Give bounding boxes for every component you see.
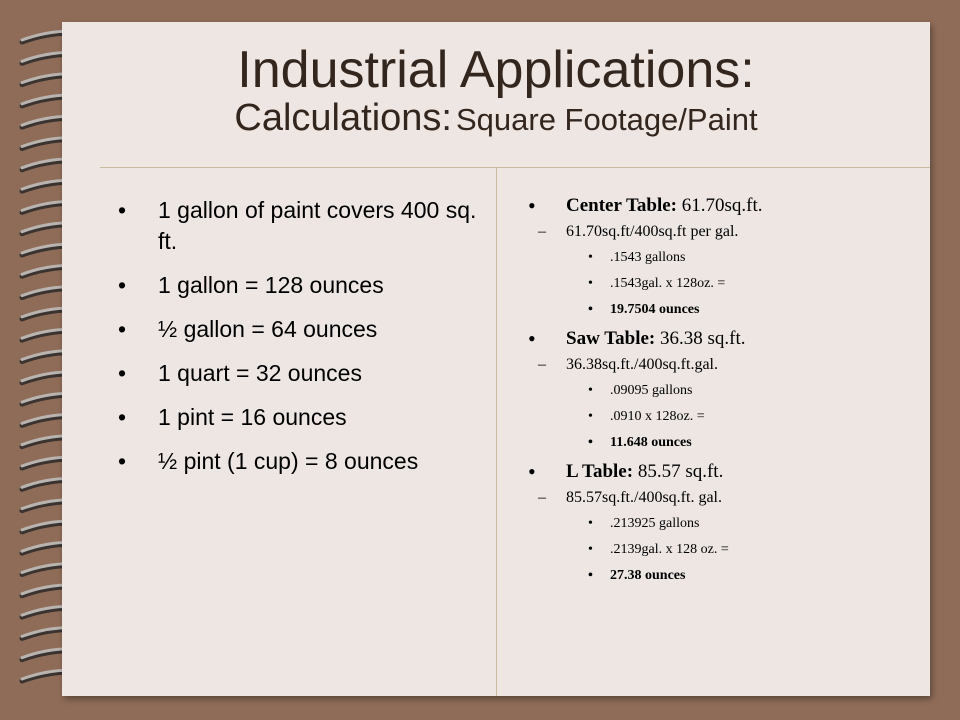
conversion-item: • ½ pint (1 cup) = 8 ounces xyxy=(118,446,493,477)
saw-table-group xyxy=(528,327,928,452)
conversion-item: • 1 quart = 32 ounces xyxy=(118,358,493,389)
conversion-item: • 1 gallon = 128 ounces xyxy=(118,270,493,301)
table-formula: – 61.70sq.ft/400sq.ft per gal. xyxy=(490,222,928,242)
calc-step: • .1543 gallons xyxy=(490,249,928,267)
table-area: 36.38 sq.ft. xyxy=(655,328,746,349)
table-label: Saw Table: xyxy=(566,328,656,349)
table-label: L Table: xyxy=(566,461,634,482)
l-table-group xyxy=(528,460,928,585)
table-heading xyxy=(528,460,928,484)
calc-result: • 11.648 ounces xyxy=(490,434,928,452)
title-sub2: Square Footage/Paint xyxy=(455,102,758,138)
table-area: 61.70sq.ft. xyxy=(677,195,763,216)
conversion-item: • 1 gallon of paint covers 400 sq. ft. xyxy=(118,195,493,257)
title-sub1: Calculations: xyxy=(234,97,452,140)
calc-result: • 27.38 ounces xyxy=(490,567,928,585)
table-formula: – 36.38sq.ft./400sq.ft.gal. xyxy=(490,355,928,375)
slide-title xyxy=(62,42,930,139)
calc-step: • .2139gal. x 128 oz. = xyxy=(490,541,928,559)
table-heading xyxy=(528,327,928,351)
table-heading xyxy=(528,194,928,218)
title-main: Industrial Applications: xyxy=(237,41,755,99)
conversion-list xyxy=(118,195,493,490)
center-table-group xyxy=(528,194,928,319)
table-calculations xyxy=(528,194,928,593)
header-divider xyxy=(100,167,930,168)
calc-result: • 19.7504 ounces xyxy=(490,301,928,319)
conversion-item: • ½ gallon = 64 ounces xyxy=(118,314,493,345)
calc-step: • .213925 gallons xyxy=(490,515,928,533)
calc-step: • .0910 x 128oz. = xyxy=(490,408,928,426)
calc-step: • .09095 gallons xyxy=(490,382,928,400)
conversion-item: • 1 pint = 16 ounces xyxy=(118,402,493,433)
table-formula: – 85.57sq.ft./400sq.ft. gal. xyxy=(490,488,928,508)
table-label: Center Table: xyxy=(566,195,678,216)
column-divider xyxy=(496,167,497,696)
calc-step: • .1543gal. x 128oz. = xyxy=(490,275,928,293)
table-area: 85.57 sq.ft. xyxy=(633,461,724,482)
